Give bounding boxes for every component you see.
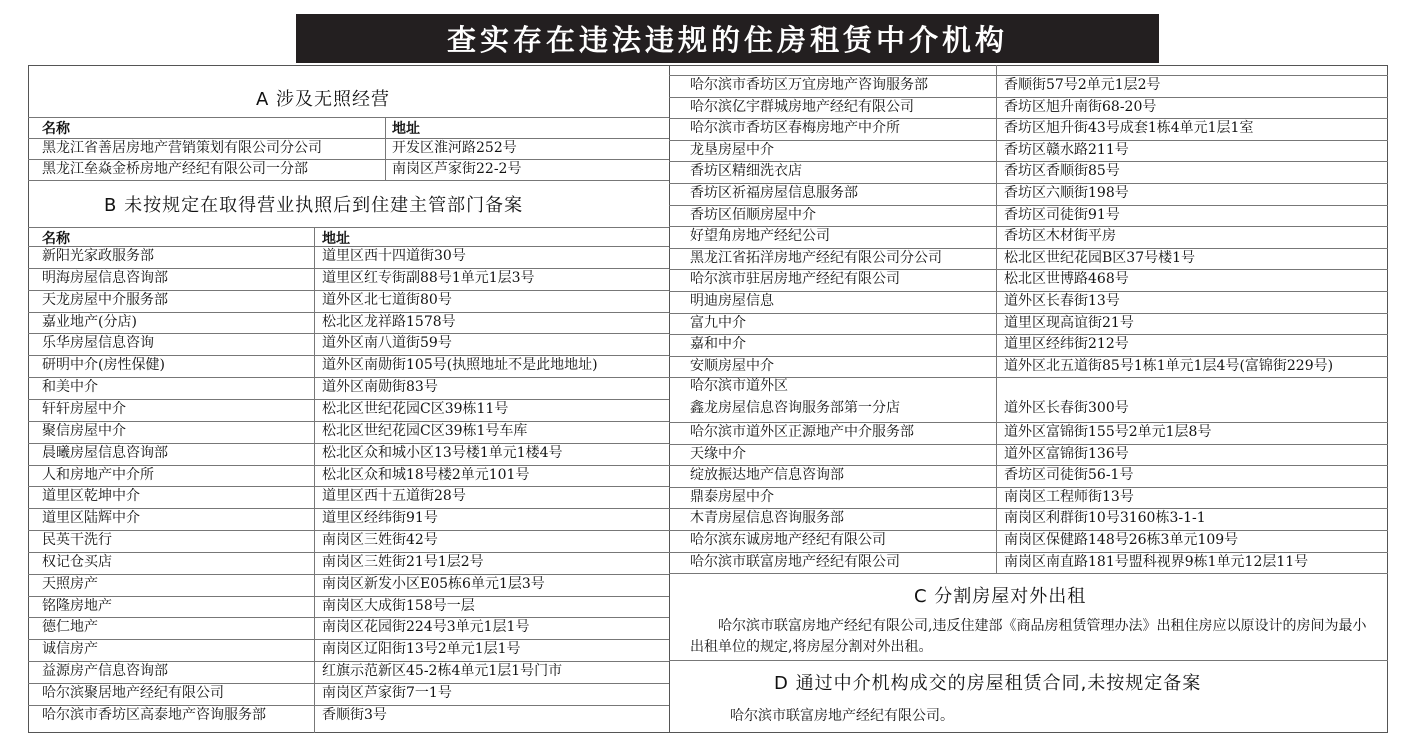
table-cell: 哈尔滨市香坊区高泰地产咨询服务部 [42,706,266,723]
table-cell: 鑫龙房屋信息咨询服务部第一分店 [690,400,900,416]
table-cell: 松北区龙祥路1578号 [322,313,456,330]
table-cell: 松北区世博路468号 [1004,271,1129,288]
table-cell: 木青房屋信息咨询服务部 [690,510,844,527]
table-cell: 南岗区保健路148号26栋3单元109号 [1004,532,1239,548]
table-cell: 道里区西十五道街28号 [322,488,466,505]
table-cell: 人和房地产中介所 [42,466,154,483]
table-cell: 道里区经纬街91号 [322,510,438,527]
col-addr-header: 地址 [322,231,350,247]
table-cell: 南岗区芦家街7一1号 [322,685,452,701]
table-cell: 明迪房屋信息 [690,293,774,309]
table-cell: 道外区南勋街83号 [322,379,438,396]
table-cell: 香坊区香顺街85号 [1004,163,1120,180]
table-cell: 益源房产信息咨询部 [42,663,168,680]
table-cell: 好望角房地产经纪公司 [690,228,830,245]
table-cell: 南岗区利群街10号3160栋3-1-1 [1004,510,1206,527]
table-cell: 民英干洗行 [42,532,112,549]
table-cell: 研明中介(房性保健) [42,357,165,374]
table-cell: 香坊区旭升南街68-20号 [1004,98,1157,115]
table-cell: 乐华房屋信息咨询 [42,335,154,352]
table-cell: 松北区世纪花园C区39栋11号 [322,400,509,417]
table-cell: 松北区世纪花园B区37号楼1号 [1004,249,1196,266]
table-cell: 南岗区三姓街42号 [322,532,438,549]
table-cell: 哈尔滨聚居地产经纪有限公司 [42,685,224,701]
table-cell: 黑龙江省善居房地产营销策划有限公司分公司 [42,140,322,156]
table-cell: 轩轩房屋中介 [42,400,126,417]
table-cell: 聚信房屋中介 [42,422,126,439]
section-c-text: 哈尔滨市联富房地产经纪有限公司,违反住建部《商品房租赁管理办法》出租住房应以原设计的房间为最小出租单位的规定,将房屋分割对外出租。 [690,618,1367,655]
col-name-header: 名称 [42,231,70,247]
page-title: 查实存在违法违规的住房租赁中介机构 [296,14,1159,63]
table-cell: 龙垦房屋中介 [690,141,774,158]
table-cell: 南岗区新发小区E05栋6单元1层3号 [322,575,545,592]
table-cell: 道外区富锦街136号 [1004,445,1129,462]
table-cell: 道外区长春街300号 [1004,400,1129,416]
table-cell: 松北区众和城18号楼2单元101号 [322,466,530,483]
table-cell: 南岗区工程师街13号 [1004,488,1134,505]
table-cell: 红旗示范新区45-2栋4单元1层1号门市 [322,663,563,680]
table-cell: 开发区淮河路252号 [392,140,517,156]
table-cell: 和美中介 [42,379,98,396]
col-name-header: 名称 [42,121,70,137]
table-cell: 香坊区司徒街56-1号 [1004,467,1134,484]
section-b-heading: B 未按规定在取得营业执照后到住建主管部门备案 [104,195,524,216]
table-cell: 南岗区辽阳街13号2单元1层1号 [322,641,521,658]
table-cell: 南岗区南直路181号盟科视界9栋1单元12层11号 [1004,553,1309,570]
table-cell: 道外区北七道街80号 [322,291,452,308]
table-cell: 道外区南八道街59号 [322,335,452,352]
table-cell: 哈尔滨市香坊区春梅房地产中介所 [690,120,900,137]
table-cell: 鼎泰房屋中介 [690,488,774,505]
table-cell: 香顺街57号2单元1层2号 [1004,77,1161,93]
table-cell: 天缘中介 [690,445,746,462]
table-cell: 晨曦房屋信息咨询部 [42,444,168,461]
table-cell: 道里区西十四道街30号 [322,248,466,264]
table-cell: 道外区长春街13号 [1004,293,1120,309]
table-cell: 哈尔滨市联富房地产经纪有限公司 [690,553,900,570]
section-a-heading: A 涉及无照经营 [256,89,391,110]
table-cell: 道里区现高谊街21号 [1004,314,1134,331]
table-cell: 天龙房屋中介服务部 [42,291,168,308]
table-cell: 香坊区六顺街198号 [1004,185,1129,201]
table-cell: 香坊区佰顺房屋中介 [690,206,816,223]
table-cell: 哈尔滨亿宇群城房地产经纪有限公司 [690,98,914,115]
table-cell: 香坊区祈福房屋信息服务部 [690,185,858,201]
table-cell: 嘉和中介 [690,336,746,353]
table-cell: 黑龙江省拓洋房地产经纪有限公司分公司 [690,249,942,266]
section-c-heading: C 分割房屋对外出租 [914,586,1087,607]
table-cell: 香坊区司徒街91号 [1004,206,1120,223]
section-d-text: 哈尔滨市联富房地产经纪有限公司。 [730,708,954,724]
table-cell: 道外区北五道街85号1栋1单元1层4号(富锦街229号) [1004,357,1334,374]
section-d-heading: D 通过中介机构成交的房屋租赁合同,未按规定备案 [774,673,1202,694]
table-cell: 铭隆房地产 [42,597,112,614]
table-cell: 权记仓买店 [42,553,112,570]
table-cell: 南岗区花园街224号3单元1层1号 [322,619,530,636]
table-cell: 香坊区赣水路211号 [1004,141,1129,158]
table-cell: 道外区南勋街105号(执照地址不是此地地址) [322,357,598,374]
table-cell: 哈尔滨市道外区 [690,378,788,394]
table-cell: 天照房产 [42,575,98,592]
col-addr-header: 地址 [392,121,420,137]
table-cell: 绽放振达地产信息咨询部 [690,467,844,484]
table-cell: 诚信房产 [42,641,98,658]
table-cell: 道外区富锦街155号2单元1层8号 [1004,424,1212,440]
table-cell: 香坊区旭升街43号成套1栋4单元1层1室 [1004,120,1254,137]
table-cell: 道里区经纬街212号 [1004,336,1129,353]
table-cell: 明海房屋信息咨询部 [42,269,168,286]
table-cell: 嘉业地产(分店) [42,313,137,330]
table-cell: 松北区众和城小区13号楼1单元1楼4号 [322,444,563,461]
table-cell: 南岗区大成街158号一层 [322,597,475,614]
table-cell: 南岗区三姓街21号1层2号 [322,553,484,570]
table-cell: 南岗区芦家街22-2号 [392,161,522,177]
table-cell: 富九中介 [690,314,746,331]
table-cell: 香坊区精细洗衣店 [690,163,802,180]
table-cell: 道里区红专街副88号1单元1层3号 [322,269,535,286]
table-cell: 新阳光家政服务部 [42,248,154,264]
column-divider [669,65,670,733]
table-cell: 哈尔滨市道外区正源地产中介服务部 [690,424,914,440]
table-cell: 哈尔滨市香坊区万宜房地产咨询服务部 [690,77,928,93]
table-cell: 香坊区木材街平房 [1004,228,1116,245]
table-cell: 哈尔滨市驻居房地产经纪有限公司 [690,271,900,288]
table-cell: 松北区世纪花园C区39栋1号车库 [322,422,528,439]
table-cell: 道里区乾坤中介 [42,488,140,505]
table-cell: 香顺街3号 [322,706,387,723]
table-cell: 道里区陆辉中介 [42,510,140,527]
table-cell: 安顺房屋中介 [690,357,774,374]
table-cell: 德仁地产 [42,619,98,636]
table-cell: 哈尔滨东诚房地产经纪有限公司 [690,532,886,548]
table-cell: 黑龙江垒焱金桥房地产经纪有限公司一分部 [42,161,308,177]
